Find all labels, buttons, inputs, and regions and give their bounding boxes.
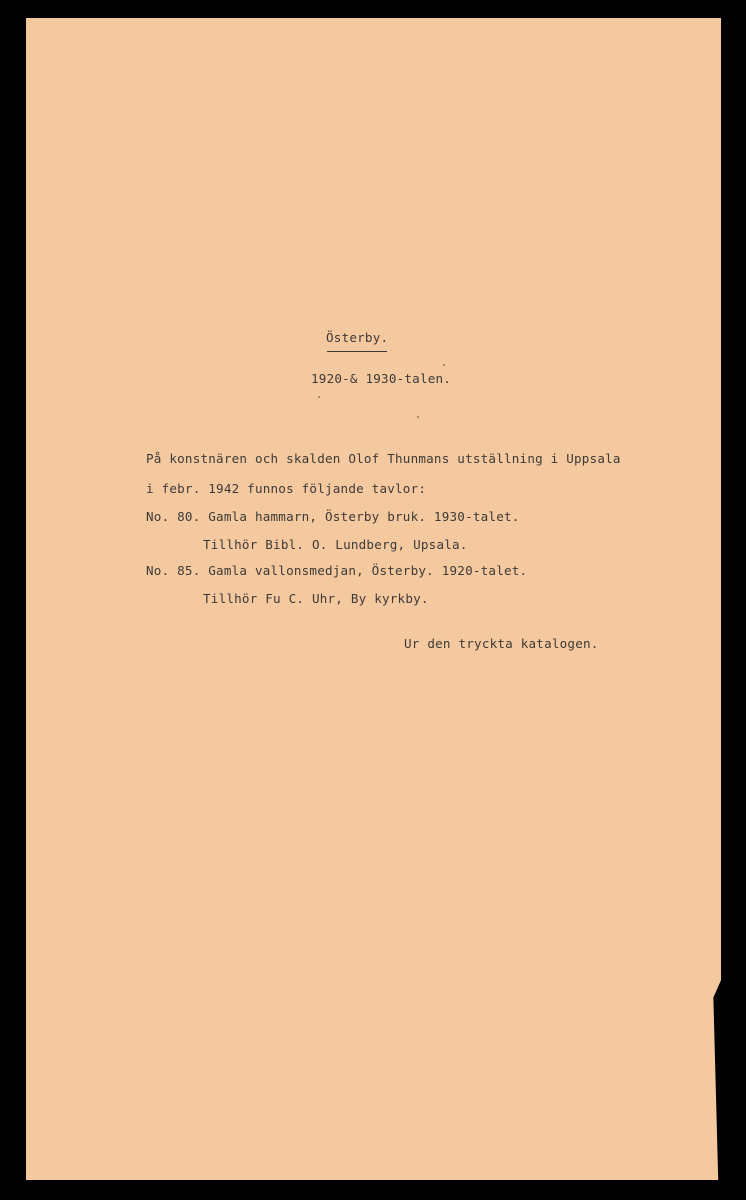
document-title: Österby.: [326, 330, 389, 345]
catalog-entry-80: No. 80. Gamla hammarn, Österby bruk. 1930-talet.: [146, 509, 520, 524]
catalog-entry-85-owner: Tillhör Fu C. Uhr, By kyrkby.: [203, 591, 429, 606]
document-subtitle: 1920-& 1930-talen.: [311, 371, 452, 386]
paper-speck: [443, 364, 445, 366]
body-line-1: På konstnären och skalden Olof Thunmans utställning i Uppsala: [146, 451, 621, 466]
catalog-entry-85: No. 85. Gamla vallonsmedjan, Österby. 1920-talet.: [146, 563, 528, 578]
body-line-2: i febr. 1942 funnos följande tavlor:: [146, 481, 427, 496]
paper-speck: [318, 396, 320, 398]
title-underline: [327, 351, 387, 352]
catalog-entry-80-owner: Tillhör Bibl. O. Lundberg, Upsala.: [203, 537, 468, 552]
source-note: Ur den tryckta katalogen.: [404, 636, 599, 651]
paper-speck: [417, 416, 419, 418]
